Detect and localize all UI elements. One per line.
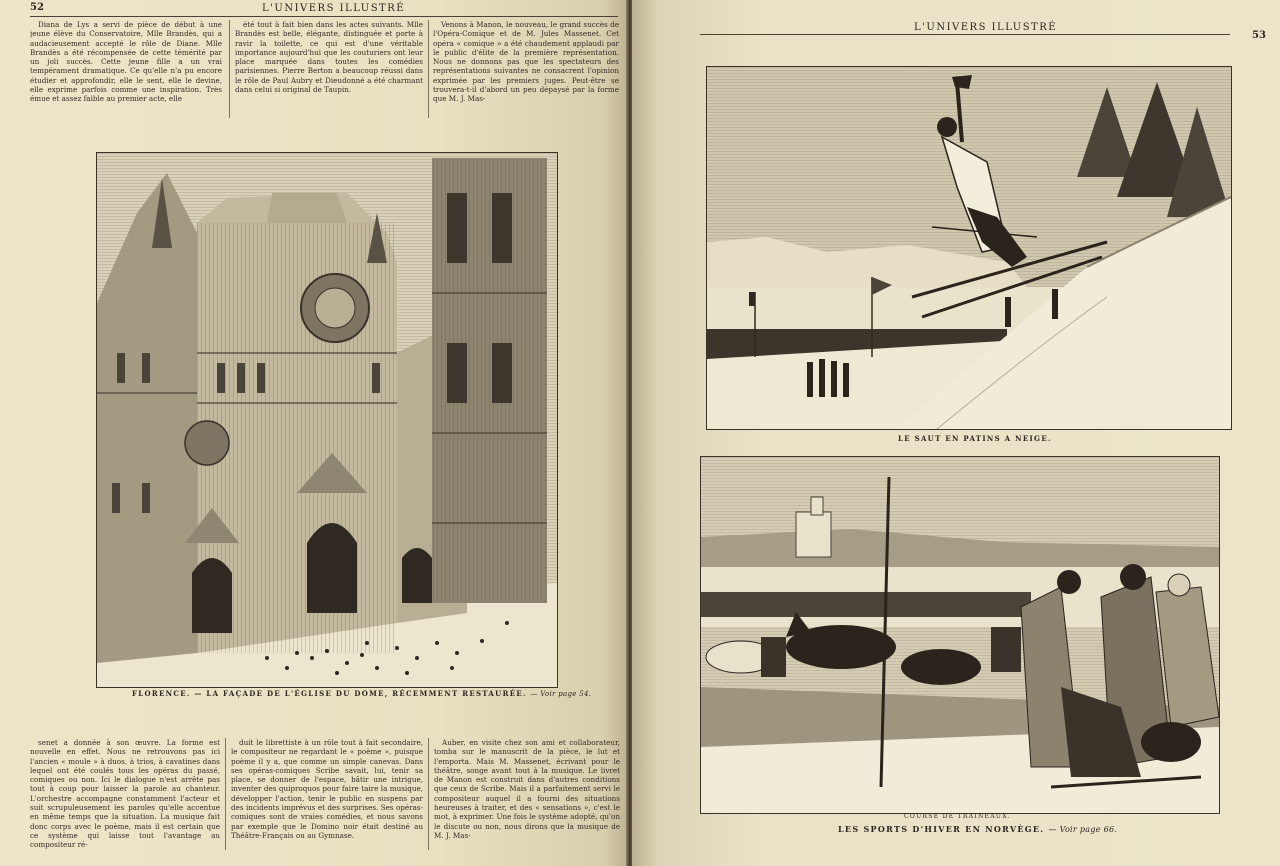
left-page bbox=[0, 0, 628, 866]
running-title-right: L'UNIVERS ILLUSTRÉ bbox=[914, 22, 1058, 33]
figure-caption-sleigh-small: COURSE DE TRAINEAUX. bbox=[904, 813, 1011, 820]
text-column-bottom-2: duit le librettiste à un rôle tout à fait secondaire, le compositeur ne regardant le « poème », puisque poème il y a, que comme un simple canevas. Dans ses opéras-comiques Scribe savait, lui, tenir sa place, se donner de l'espace, bâtir une intrigue, inventer des quiproquos pour faire taire la musique, développer l'action, tenir le public en suspens par des incidents imprévus et des surprises. Ses opéras-comiques sont de vraies comédies, et nous savons par exemple que le Domino noir était destiné au Théâtre-Français ou au Gymnase. bbox=[231, 738, 423, 840]
sleigh-race-engraving bbox=[700, 456, 1220, 814]
figure-caption-florence: FLORENCE. — LA FAÇADE DE L'ÉGLISE DU DOME, RÉCEMMENT RESTAURÉE. — Voir page 54. bbox=[132, 689, 592, 698]
florence-cathedral-engraving bbox=[96, 152, 558, 688]
figure-caption-ski-jump: LE SAUT EN PATINS A NEIGE. bbox=[898, 434, 1052, 443]
ski-jump-engraving bbox=[706, 66, 1232, 430]
text-column-top-2: été tout à fait bien dans les actes suivants. Mlle Brandès est belle, élégante, distinguée et porte à ravir la toilette, ce qui est d'une véritable importance aujourd'hui que les couturiers ont leur place marquée dans toutes les comédies parisiennes. Pierre Berton a beaucoup réussi dans le rôle de Paul Aubry et Dieudonné a été charmant dans celui si original de Taupin. bbox=[235, 20, 423, 95]
text-column-top-3: Venons à Manon, le nouveau, le grand succès de l'Opéra-Comique et de M. Jules Massenet. Cet opéra « comique » a été chaudement applaudi par le public d'élite de la première représentation. Nous ne donnons pas que les spectateurs des représentations suivantes ne consacrent l'opinion exprimée par les premiers juges. Peut-être se trouvera-t-il d'abord un peu dépaysé par la forme que M. J. Mas- bbox=[433, 20, 619, 104]
page-number-left: 52 bbox=[30, 2, 44, 13]
right-page bbox=[632, 0, 1280, 866]
text-column-bottom-3: Auber, en visite chez son ami et collaborateur, tomba sur le manuscrit de la pièce, le lut et l'emporta. Mais M. Massenet, écrivant pour le théâtre, songe avant tout à la musique. Le livret de Manon est construit dans d'autres conditions que ceux de Scribe. Mais il a parfaitement servi le compositeur auquel il a fourni des situations heureuses à traiter, et des « sensations », c'est le mot, à exprimer. Une fois le système adopté, qu'on le discute ou non, nous dirons que la musique de M. J. Mas- bbox=[434, 738, 620, 840]
page-number-right: 53 bbox=[1252, 30, 1266, 41]
text-column-top-1: Diana de Lys a servi de pièce de début à une jeune élève du Conservatoire, Mlle Brandès, qui a audacieusement accepté le rôle de Diane. Mlle Brandès a été récompensée de cette témérité par un joli succès. Cette jeune fille a un vrai tempérament dramatique. Ce qu'elle n'a pu encore étudier et approfondir, elle le sent, elle le devine, elle exprime parfois comme une inspiration. Très émue et assez faible au premier acte, elle bbox=[30, 20, 222, 104]
header-rule-right bbox=[700, 34, 1230, 35]
header-rule-left bbox=[30, 16, 618, 17]
figure-caption-sleigh-main: LES SPORTS D'HIVER EN NORVÈGE. — Voir page 66. bbox=[838, 824, 1118, 834]
running-title-left: L'UNIVERS ILLUSTRÉ bbox=[262, 3, 406, 14]
text-column-bottom-1: senet a donnée à son œuvre. La forme est nouvelle en effet. Nous ne retrouvons pas ici l'ancien « moule » à duos, à trios, à cavatines dans lequel ont été coulés tous les opéras du passé, comiques ou non. Ici le dialogue n'est arrête pas tout à coup pour laisser la parole au chanteur. L'orchestre accompagne constamment l'acteur et suit scrupuleusement les paroles qu'elle accentue en même temps que la situation. La musique fait donc corps avec le poème, mais il est certain que ce système qui laisse tout l'avantage au compositeur ré- bbox=[30, 738, 220, 850]
